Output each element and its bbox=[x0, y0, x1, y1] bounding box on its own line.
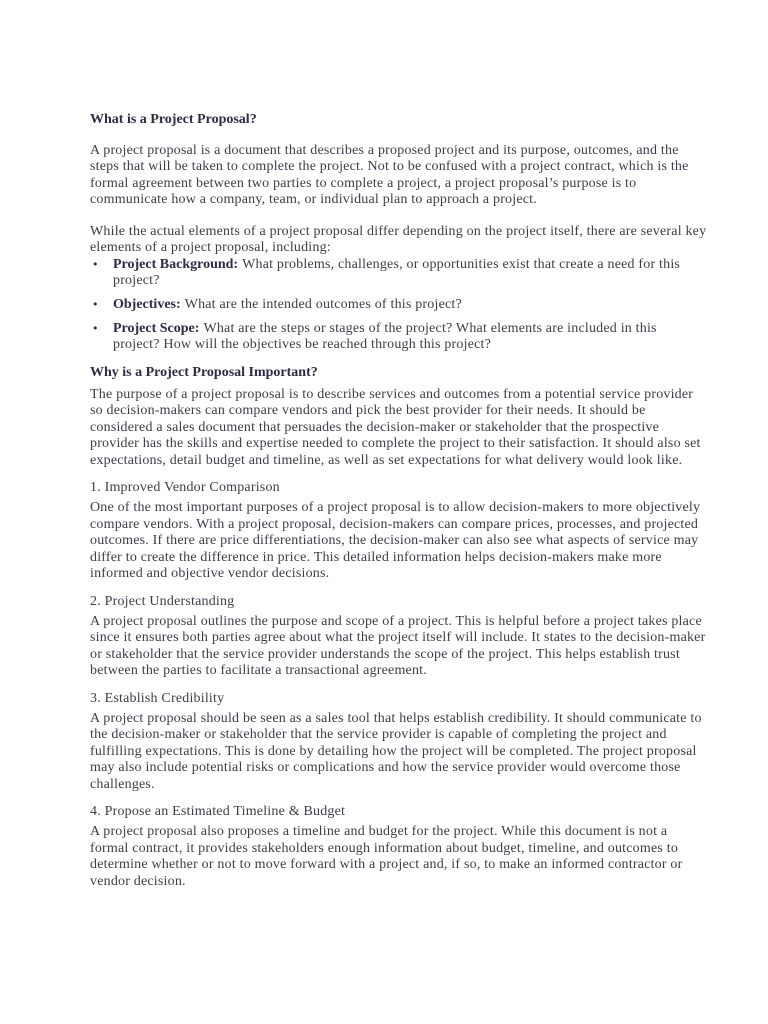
document-content bbox=[90, 112, 730, 890]
reason-title-project-understanding: 2. Project Understanding bbox=[90, 593, 235, 609]
paragraph-line: so decision-makers can compare vendors and pick the best provider for their needs. It should be bbox=[90, 403, 646, 418]
paragraph-line: A project proposal also proposes a timeline and budget for the project. While this document is not a bbox=[90, 824, 668, 839]
heading-why-important: Why is a Project Proposal Important? bbox=[90, 364, 318, 380]
paragraph-line: A project proposal is a document that describes a proposed project and its purpose, outcomes, and the bbox=[90, 142, 679, 158]
paragraph-line: informed and objective vendor decisions. bbox=[90, 566, 330, 581]
intro-paragraph bbox=[90, 143, 730, 209]
reason-title-timeline-budget: 4. Propose an Estimated Timeline & Budget bbox=[90, 804, 346, 819]
paragraph-line: A project proposal should be seen as a sales tool that helps establish credibility. It should communicate to bbox=[90, 710, 702, 726]
reason-title-establish-credibility: 3. Establish Credibility bbox=[90, 690, 225, 706]
bullet-line: project? bbox=[113, 273, 160, 288]
elements-intro-paragraph bbox=[90, 224, 730, 257]
reason-paragraph-timeline-budget bbox=[90, 824, 730, 890]
paragraph-line: differ to create the difference in price. This detailed information helps decision-makers make more bbox=[90, 549, 662, 565]
bullet-text: What are the steps or stages of the project? What elements are included in this bbox=[203, 320, 657, 336]
paragraph-line: expectations, detail budget and timeline, as well as set expectations for what delivery would look like. bbox=[90, 452, 683, 468]
reason-paragraph-establish-credibility bbox=[90, 711, 730, 794]
paragraph-line: provider has the skills and expertise needed to complete the project to their satisfaction. It should also set bbox=[90, 436, 701, 451]
bullet-line: project? How will the objectives be reached through this project? bbox=[113, 337, 492, 352]
bullet-item-objectives bbox=[90, 297, 730, 314]
paragraph-line: challenges. bbox=[90, 776, 155, 792]
bullet-text: What problems, challenges, or opportunities exist that create a need for this bbox=[242, 256, 681, 272]
bullet-text: What are the intended outcomes of this project? bbox=[184, 296, 462, 312]
heading-what-is-project-proposal: What is a Project Proposal? bbox=[90, 112, 257, 127]
paragraph-line: considered a sales document that persuades the decision-maker or stakeholder that the prospective bbox=[90, 419, 660, 435]
bullet-icon bbox=[92, 297, 102, 314]
reason-paragraph-vendor-comparison bbox=[90, 500, 730, 583]
importance-paragraph bbox=[90, 387, 730, 470]
paragraph-line: While the actual elements of a project proposal differ depending on the project itself, there are several key bbox=[90, 223, 707, 239]
reason-paragraph-project-understanding bbox=[90, 614, 730, 680]
paragraph-line: One of the most important purposes of a project proposal is to allow decision-makers to more objectively bbox=[90, 500, 701, 515]
bullet-item-project-background bbox=[90, 257, 730, 290]
bullet-label: Objectives: bbox=[113, 296, 181, 312]
paragraph-line: formal contract, it provides stakeholders enough information about budget, timeline, and outcomes to bbox=[90, 840, 679, 856]
bullet-line bbox=[113, 297, 730, 314]
bullet-icon bbox=[92, 257, 102, 274]
bullet-label: Project Background: bbox=[113, 256, 239, 272]
paragraph-line: outcomes. If there are price differentiations, the decision-maker can also see what aspects of service may bbox=[90, 533, 699, 548]
paragraph-line: The purpose of a project proposal is to describe services and outcomes from a potential service provider bbox=[90, 386, 694, 402]
paragraph-line: fulfilling expectations. This is done by detailing how the project will be completed. The project proposal bbox=[90, 743, 697, 759]
paragraph-line: or stakeholder that the service provider understands the scope of the project. This helps establish trust bbox=[90, 646, 680, 662]
paragraph-line: may also include potential risks or complications and how the service provider would overcome those bbox=[90, 760, 681, 775]
paragraph-line: communicate how a company, team, or individual plan to approach a project. bbox=[90, 192, 537, 207]
paragraph-line: determine whether or not to move forward with a project and, if so, to make an informed contractor or bbox=[90, 857, 683, 872]
paragraph-line: since it ensures both parties agree about what the project itself will include. It states to the decision-maker bbox=[90, 630, 706, 645]
paragraph-line: steps that will be taken to complete the project. Not to be confused with a project contract, which is the bbox=[90, 159, 689, 174]
paragraph-line: A project proposal outlines the purpose and scope of a project. This is helpful before a project takes place bbox=[90, 613, 702, 629]
reason-title-vendor-comparison: 1. Improved Vendor Comparison bbox=[90, 480, 280, 495]
bullet-line bbox=[113, 257, 730, 274]
paragraph-line: elements of a project proposal, including: bbox=[90, 240, 331, 255]
elements-bullet-list bbox=[90, 257, 730, 354]
paragraph-line: vendor decision. bbox=[90, 873, 186, 889]
bullet-line bbox=[113, 321, 730, 338]
bullet-icon bbox=[92, 321, 102, 338]
bullet-item-project-scope bbox=[90, 321, 730, 354]
paragraph-line: formal agreement between two parties to complete a project, a project proposal’s purpose is to bbox=[90, 175, 637, 191]
paragraph-line: between the parties to facilitate a transactional agreement. bbox=[90, 663, 427, 678]
bullet-label: Project Scope: bbox=[113, 320, 200, 336]
paragraph-line: compare vendors. With a project proposal, decision-makers can compare prices, processes, and projected bbox=[90, 516, 699, 532]
paragraph-line: the decision-maker or stakeholder that the service provider is capable of completing the project and bbox=[90, 727, 667, 742]
